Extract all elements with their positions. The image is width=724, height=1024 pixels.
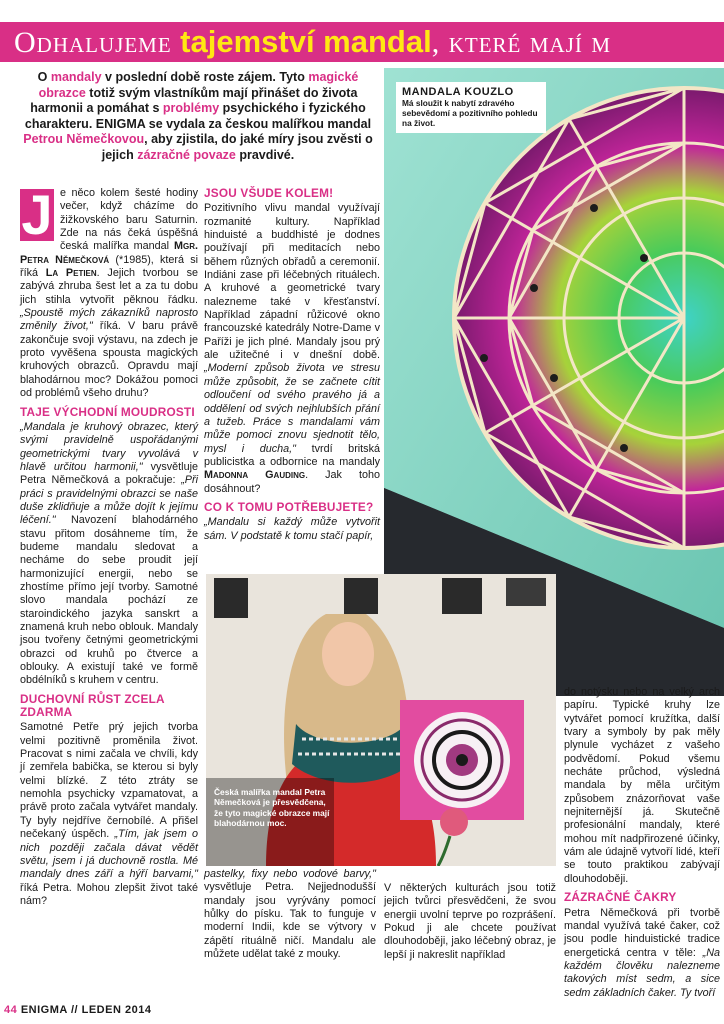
column-4 bbox=[564, 686, 720, 1000]
paragraph-duchovni: Samotné Petře prý jejich tvorba velmi pozitivně proměnila život. Pracovat s nimi začala ve chvíli, kdy jí zemřela babička, se kterou si byly velmi blízké. Z této ztráty se nemohla psychicky vzpamatovat, a právě proto začala vytvářet mandaly. Ty byly nejdříve černobílé. A přišel nečekaný úspěch. „Tím, jak jsem o nich později začala dávat vědět světu, jsem i já duchovně rostla. Mé mandaly dnes září a hýří barvami," říká Petra. Mohou zlepšit život také nám? bbox=[20, 721, 198, 907]
heading-jsou-vsude: JSOU VŠUDE KOLEM! bbox=[204, 186, 334, 200]
article-title bbox=[14, 24, 611, 61]
paragraph-continuation-2: pastelky, fixy nebo vodové barvy," vysvětluje Petra. Nejjednodušší mandaly jsou vyrývány pomocí hůlky do písku. Tak to funguje v moderní Indii, kde se výtvory v zápětí rituálně ničí. Mandalu ale můžete udělat také z mouky. bbox=[204, 868, 376, 961]
column-2-lower bbox=[204, 868, 376, 961]
artist-name: Mgr. Petra Němečková bbox=[20, 240, 198, 266]
photo-caption: Česká malířka mandal Petra Němečková je přesvědčena, že tyto magické obrazce mají blahodárnou moc. bbox=[214, 787, 330, 829]
lead-paragraph: O mandaly v poslední době roste zájem. Tyto magické obrazce totiž svým vlastníkům mají přinášet do života harmonii a pomáhat s problémy psychického i fyzického charakteru. ENIGMA se vydala za českou malířkou mandal Petrou Němečkovou, aby zjistila, do jaké míry jsou zvěsti o jejich zázračné povaze pravdivé. bbox=[23, 70, 373, 162]
title-post: , které mají m bbox=[431, 26, 612, 59]
paragraph-taje: „Mandala je kruhový obrazec, který svými pravidelně uspořádanými geometrickými tvary vyvolává v hlavě určitou harmonii," vysvětluje Petra Němečková a pokračuje: „Při práci s pravidelnými obrazci se naše duše zklidňuje a může dojít k jejímu léčení." Navození blahodárného stavu přitom dosáhneme tím, že budeme mandalu sledovat a necháme do sebe proudit její harmonizující energii, nebo se zhostíme přímo její tvorby. Samotné slovo mandala pochází ze staroindického jazyka sanskrt a znamená kruh nebo oblouk. Mandaly jsou tvořeny četnými geometrickými obrazci od kruhů po čtverce a oblouky. A existují také ve formě obdélníků s kruhem v centru. bbox=[20, 420, 198, 687]
heading-duchovni: DUCHOVNÍ RŮST ZCELA ZDARMA bbox=[20, 691, 165, 720]
title-pre: Odhalujeme bbox=[14, 26, 181, 59]
intro-paragraph: J e něco kolem šesté hodiny večer, když cházíme do žižkovského baru Saturnin. Zde na nás čeká úspěšná česká malířka mandal Mgr. Petra Němečková (*1985), která si říká La Petien. Jejich tvorbou se zabývá zhruba šest let a za tu dobu jich stihla vytvořit pěknou řádku. „Spoustě mých zákazníků naprosto změnily život," říká. V baru právě zakončuje svoji výstavu, na zdech je proto vyvěšena spousta magických kruhových obrazců. Opravdu mají blahodárnou moc? Dokážou pomoci od problémů všeho druhu? bbox=[20, 183, 198, 400]
magazine-issue: ENIGMA // LEDEN 2014 bbox=[20, 1004, 152, 1016]
page-footer bbox=[4, 1004, 151, 1016]
page-number: 44 bbox=[4, 1004, 18, 1016]
column-2 bbox=[204, 187, 380, 543]
title-bold: tajemství mandal bbox=[180, 24, 432, 59]
drop-cap: J bbox=[21, 183, 53, 246]
column-1 bbox=[20, 183, 198, 908]
paragraph-co-potrebujete: „Mandalu si každý může vytvořit sám. V podstatě k tomu stačí papír, bbox=[204, 516, 380, 542]
paragraph-cakry: Petra Němečková při tvorbě mandal využívá také čaker, což jsou podle hinduistické tradice energetická centra v těle: „Na každém člověku nalezneme takových míst sedm, a sice sedm základních čaker. Ty tvoří bbox=[564, 906, 720, 999]
column-3-lower bbox=[384, 882, 556, 962]
header-bar bbox=[0, 22, 724, 62]
mandala-kouzlo-box bbox=[396, 82, 546, 133]
box-text: Má sloužit k nabytí zdravého sebevědomí a pozitivního pohledu na život. bbox=[402, 98, 538, 128]
paragraph-papir: do notýsku nebo na velký arch papíru. Typické kruhy lze vytvářet pomocí kružítka, další tvary a symboly by pak měly plynule vycházet z vašeho podvědomí. Pokud všemu necháte průchod, výsledná mandala by měla určitým způsobem znázorňovat vaše nejniternější já. Skutečně profesionální mandaly, které mohou mít nadpřirozené účinky, vám ale údajně vytvoří lidé, kteří se touto praktikou zabývají dlouhodoběji. bbox=[564, 686, 720, 885]
heading-taje: TAJE VÝCHODNÍ MOUDROSTI bbox=[20, 404, 195, 419]
heading-co-potrebujete: CO K TOMU POTŘEBUJETE? bbox=[204, 499, 374, 514]
artist-alias: La Petien bbox=[45, 267, 97, 280]
expert-name: Madonna Gauding bbox=[204, 469, 306, 482]
heading-zazracne-cakry: ZÁZRAČNÉ ČAKRY bbox=[564, 890, 677, 905]
paragraph-continuation-3: V některých kulturách jsou totiž jejich tvůrci přesvědčeni, že svou energii uvolní teprve po rozprášení. Pokud ji ale chcete používat dlouhodoběji, jako léčebný obraz, je lepší ji nakreslit například bbox=[384, 882, 556, 961]
paragraph-jsou-vsude: Pozitivního vlivu mandal využívají rozmanité kultury. Například hinduisté a buddhisté je dodnes používají při meditacích nebo během různých obřadů a ceremonií. Indiáni zase při léčebných rituálech. A kruhové a geometrické tvary nalezneme také v křesťanství. Například západní růžicové okno francouzské katedrály Notre-Dame v Paříži je jich plné. Mandaly jsou prý ale užitečné i v dnešní době. „Moderní způsob života ve stresu může způsobit, že se začnete cítit odloučení od svého pravého já a oddělení od svých nejhlubších přání a tužeb. Práce s mandalami vám může pomoci znovu sjednotit tělo, mysl i ducha," tvrdí britská publicistka a odbornice na mandaly Madonna Gauding. Jak toho dosáhnout? bbox=[204, 202, 380, 495]
box-heading: MANDALA KOUZLO bbox=[402, 86, 514, 98]
